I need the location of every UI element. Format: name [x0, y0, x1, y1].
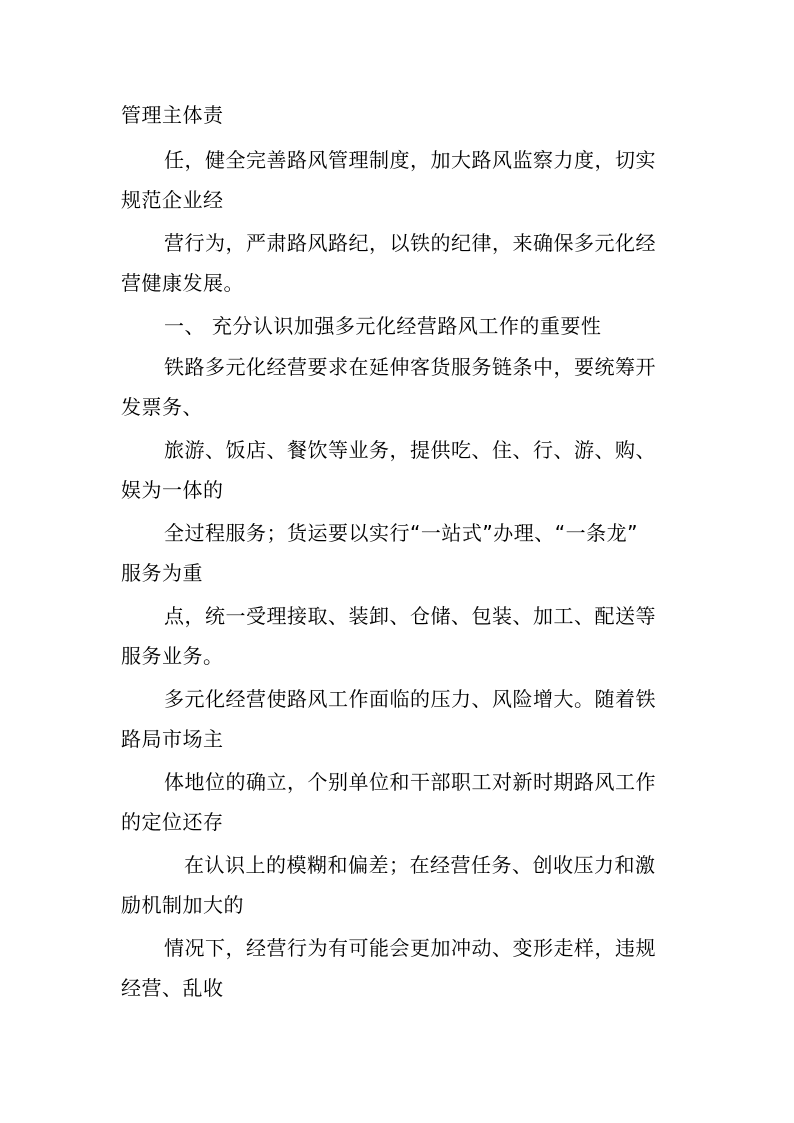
text-line: 点，统一受理接取、装卸、仓储、包装、加工、配送等	[164, 604, 656, 628]
text-line: 铁路多元化经营要求在延伸客货服务链条中，要统筹开	[164, 355, 656, 379]
text-line: 全过程服务；货运要以实行“一站式”办理、“一条龙”	[164, 521, 638, 545]
text-line: 的定位还存	[121, 810, 224, 834]
text-line: 体地位的确立，个别单位和干部职工对新时期路风工作	[164, 770, 656, 794]
text-line: 服务业务。	[121, 644, 224, 668]
text-line: 励机制加大的	[121, 893, 244, 917]
text-line: 服务为重	[121, 561, 203, 585]
text-line: 发票务、	[121, 395, 203, 419]
text-line: 营健康发展。	[121, 271, 244, 295]
text-line: 旅游、饭店、餐饮等业务，提供吃、住、行、游、购、	[164, 438, 656, 462]
text-line: 管理主体责	[121, 103, 224, 127]
text-line: 营行为，严肃路风路纪，以铁的纪律，来确保多元化经	[164, 231, 656, 255]
section-heading: 一、 充分认识加强多元化经营路风工作的重要性	[164, 314, 602, 338]
text-line: 情况下，经营行为有可能会更加冲动、变形走样，违规	[164, 936, 656, 960]
text-line: 经营、乱收	[121, 976, 224, 1000]
text-line: 路局市场主	[121, 727, 224, 751]
text-line: 在认识上的模糊和偏差；在经营任务、创收压力和激	[184, 853, 656, 877]
text-line: 任，健全完善路风管理制度，加大路风监察力度，切实	[164, 148, 656, 172]
text-line: 多元化经营使路风工作面临的压力、风险增大。随着铁	[164, 687, 656, 711]
text-line: 娱为一体的	[121, 478, 224, 502]
text-line: 规范企业经	[121, 188, 224, 212]
